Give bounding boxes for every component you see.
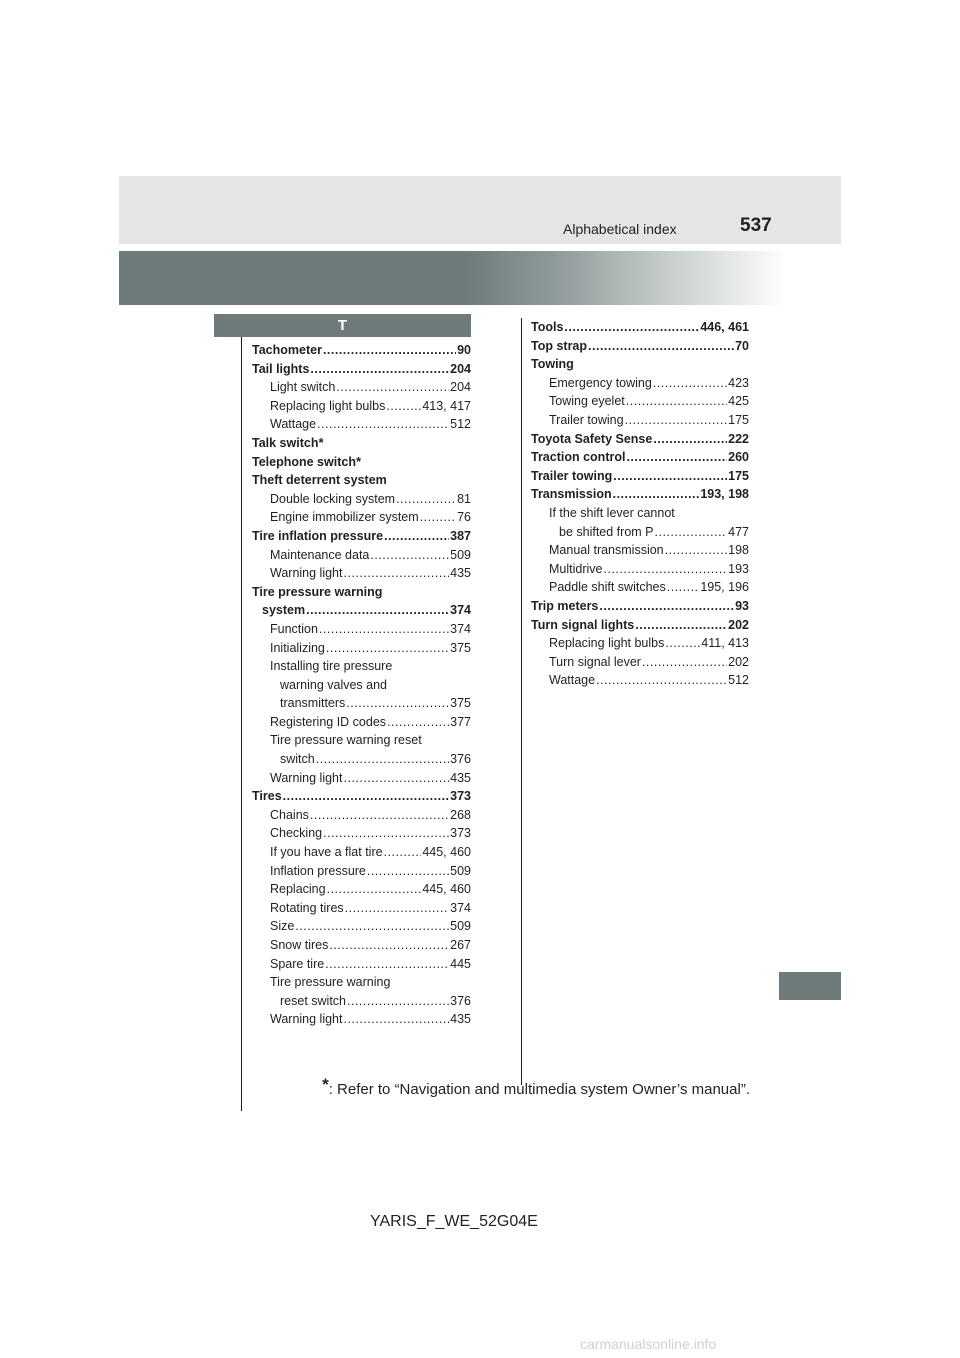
page-reference: 376: [450, 993, 471, 1008]
index-term: Wattage: [270, 417, 317, 432]
index-entry: [252, 508, 471, 527]
index-term: Toyota Safety Sense: [531, 431, 653, 446]
page-reference: 477: [728, 524, 749, 539]
index-term: Size: [270, 919, 295, 934]
dot-leader: [336, 378, 449, 397]
page-reference: 81: [457, 491, 471, 506]
dot-leader: [283, 787, 449, 806]
index-term: If the shift lever cannot: [549, 505, 675, 520]
dot-leader: [344, 769, 450, 788]
index-entry: [252, 750, 471, 769]
page-reference: 204: [450, 361, 471, 376]
index-entry: [252, 676, 471, 695]
chapter-thumb-tab: [779, 972, 841, 1000]
index-entry: [252, 899, 471, 918]
page-reference: 411, 413: [701, 636, 749, 651]
index-term: Engine immobilizer system: [270, 510, 419, 525]
dot-leader: [310, 806, 449, 825]
index-entry: [531, 392, 749, 411]
index-entry: [252, 955, 471, 974]
dot-leader: [329, 936, 449, 955]
index-entry: [252, 546, 471, 565]
dot-leader: [667, 578, 700, 597]
dot-leader: [604, 560, 728, 579]
dot-leader: [323, 824, 449, 843]
index-term: Maintenance data: [270, 547, 370, 562]
index-term: Top strap: [531, 338, 588, 353]
page-reference: 260: [728, 450, 749, 465]
index-term: Replacing: [270, 882, 326, 897]
dot-leader: [596, 671, 727, 690]
page-reference: 202: [728, 617, 749, 632]
dot-leader: [344, 564, 450, 583]
index-entry: [531, 560, 749, 579]
dot-leader: [653, 430, 727, 449]
index-term: Snow tires: [270, 938, 329, 952]
dot-leader: [599, 597, 734, 616]
index-term: Trip meters: [531, 598, 599, 613]
index-entry: [252, 936, 471, 955]
index-term: switch: [280, 752, 315, 767]
index-term: If you have a flat tire: [270, 845, 383, 860]
column-divider-left: [241, 337, 242, 1111]
index-entry: [531, 578, 749, 597]
index-term: Paddle shift switches: [549, 580, 666, 595]
index-term: reset switch: [280, 993, 346, 1008]
page-reference: 509: [450, 547, 471, 562]
page-reference: 175: [728, 468, 749, 483]
index-entry: [531, 318, 749, 337]
index-column-left: [252, 341, 471, 1029]
section-title: Alphabetical index: [563, 221, 677, 237]
index-entry: [252, 341, 471, 360]
index-term: Transmission: [531, 487, 612, 502]
watermark: carmanualsonline.info: [580, 1336, 717, 1352]
index-entry: [531, 523, 749, 542]
index-entry: [252, 490, 471, 509]
index-entry: [252, 657, 471, 676]
page-reference: 445, 460: [422, 882, 471, 897]
page-reference: 435: [450, 1012, 471, 1027]
index-entry: [252, 843, 471, 862]
index-term: Rotating tires: [270, 900, 344, 915]
page-reference: 375: [450, 696, 471, 711]
page-reference: 268: [450, 807, 471, 822]
page-reference: 175: [728, 412, 749, 427]
dot-leader: [316, 750, 449, 769]
index-term: Function: [270, 621, 318, 636]
page-reference: 425: [728, 394, 749, 409]
index-term: Tachometer: [252, 343, 322, 357]
dot-leader: [325, 955, 449, 974]
page-reference: 222: [728, 431, 749, 446]
index-term: Light switch: [270, 380, 336, 395]
index-entry: [252, 862, 471, 881]
dot-leader: [613, 485, 700, 504]
dot-leader: [635, 616, 727, 635]
page-reference: 373: [450, 789, 471, 804]
dot-leader: [344, 1010, 450, 1029]
index-term: Telephone switch: [252, 454, 356, 469]
page-reference: 512: [450, 417, 471, 432]
index-entry: [252, 973, 471, 992]
dot-leader: [626, 448, 727, 467]
index-column-right: [531, 318, 749, 690]
index-entry: [252, 583, 471, 602]
index-term: Manual transmission: [549, 543, 664, 558]
index-term: Checking: [270, 826, 323, 841]
page-reference: 374: [450, 621, 471, 636]
index-entry: [531, 597, 749, 616]
page-reference: 387: [450, 528, 471, 543]
page-reference: 195, 196: [700, 580, 749, 595]
index-entry: [252, 787, 471, 806]
dot-leader: [370, 546, 449, 565]
page-reference: 512: [728, 673, 749, 688]
dot-leader: [665, 541, 728, 560]
page-reference: 193: [728, 561, 749, 576]
dot-leader: [625, 411, 728, 430]
index-term: warning valves and: [280, 677, 388, 692]
index-term: Tools: [531, 320, 564, 334]
index-entry: [531, 634, 749, 653]
dot-leader: [346, 694, 449, 713]
index-entry: [252, 564, 471, 583]
index-entry: [252, 471, 471, 490]
index-term: Multidrive: [549, 561, 603, 576]
index-entry: [252, 601, 471, 620]
header-band: [119, 176, 841, 244]
page-reference: 377: [450, 714, 471, 729]
dot-leader: [384, 527, 449, 546]
index-term: Warning light: [270, 770, 343, 785]
index-entry: [531, 671, 749, 690]
index-term: Replacing light bulbs: [549, 636, 665, 651]
dot-leader: [310, 360, 449, 379]
page-reference: 446, 461: [700, 320, 749, 334]
index-term: be shifted from P: [559, 524, 654, 539]
index-term: Replacing light bulbs: [270, 398, 386, 413]
dot-leader: [345, 899, 449, 918]
index-term: Traction control: [531, 450, 626, 465]
dot-leader: [588, 337, 734, 356]
page-reference: 445, 460: [422, 845, 471, 860]
footnote-text: : Refer to “Navigation and multimedia system Owner’s manual”.: [328, 1081, 750, 1098]
index-term: Turn signal lights: [531, 617, 635, 632]
index-entry: [252, 378, 471, 397]
index-entry: [531, 653, 749, 672]
index-entry: [252, 731, 471, 750]
index-entry: [252, 880, 471, 899]
index-term: Theft deterrent system: [252, 473, 387, 488]
index-term: Tire pressure warning reset: [270, 733, 422, 748]
dot-leader: [323, 341, 456, 360]
page-reference: 93: [735, 598, 749, 613]
dot-leader: [420, 508, 456, 527]
dot-leader: [396, 490, 456, 509]
index-entry: [252, 415, 471, 434]
index-term: Tail lights: [252, 361, 310, 376]
index-term: Tire inflation pressure: [252, 528, 384, 543]
index-term: Registering ID codes: [270, 714, 387, 729]
index-term: Spare tire: [270, 956, 325, 971]
index-term: Trailer towing: [549, 412, 624, 427]
dot-leader: [564, 318, 699, 337]
index-entry: [531, 541, 749, 560]
index-entry: [252, 1010, 471, 1029]
index-term: Turn signal lever: [549, 654, 641, 669]
index-term: Double locking system: [270, 491, 396, 506]
index-term: Initializing: [270, 640, 325, 655]
index-term: Tire pressure warning: [252, 584, 383, 599]
index-entry: [252, 917, 471, 936]
dot-leader: [642, 653, 727, 672]
index-term: Chains: [270, 807, 309, 822]
page-reference: 373: [450, 826, 471, 841]
dot-leader: [319, 620, 449, 639]
index-term: Towing eyelet: [549, 394, 625, 409]
index-term: Talk switch: [252, 435, 319, 450]
page-reference: 70: [735, 338, 749, 353]
page-reference: 435: [450, 566, 471, 581]
dot-leader: [653, 374, 727, 393]
index-entry: [531, 355, 749, 374]
index-letter-tab: T: [214, 314, 471, 337]
index-term: Warning light: [270, 566, 343, 581]
dot-leader: [327, 880, 422, 899]
decorative-gradient-bar: [119, 251, 787, 305]
index-entry: [252, 769, 471, 788]
dot-leader: [655, 523, 728, 542]
page-reference: 90: [457, 343, 471, 357]
page-reference: 76: [457, 510, 471, 525]
index-entry: [252, 694, 471, 713]
dot-leader: [317, 415, 449, 434]
index-entry: [531, 616, 749, 635]
index-entry: [531, 504, 749, 523]
dot-leader: [384, 843, 422, 862]
index-entry: [252, 806, 471, 825]
page-reference: 375: [450, 640, 471, 655]
index-term: Tires: [252, 789, 282, 804]
dot-leader: [387, 713, 449, 732]
index-entry: [252, 639, 471, 658]
page-reference: 413, 417: [422, 398, 471, 413]
index-term: Wattage: [549, 673, 596, 688]
page-reference: 193, 198: [700, 487, 749, 502]
page-reference: 374: [450, 603, 471, 618]
index-entry: [252, 527, 471, 546]
dot-leader: [613, 467, 727, 486]
page-reference: 204: [450, 380, 471, 395]
index-entry: [252, 992, 471, 1011]
page-reference: 267: [450, 938, 471, 952]
index-term: Towing: [531, 357, 574, 372]
index-term: Tire pressure warning: [270, 975, 391, 990]
index-entry: [531, 411, 749, 430]
dot-leader: [295, 917, 449, 936]
dot-leader: [626, 392, 727, 411]
dot-leader: [326, 639, 449, 658]
dot-leader: [347, 992, 449, 1011]
page-reference: 435: [450, 770, 471, 785]
index-entry: Telephone switch *: [252, 453, 471, 472]
index-term: Installing tire pressure: [270, 659, 393, 674]
page-reference: 198: [728, 543, 749, 558]
index-term: Inflation pressure: [270, 863, 366, 878]
index-entry: [531, 430, 749, 449]
index-entry: [252, 360, 471, 379]
index-term: transmitters: [280, 696, 346, 711]
page-reference: 445: [450, 956, 471, 971]
index-entry: [252, 824, 471, 843]
page-reference: 374: [450, 900, 471, 915]
index-entry: [531, 485, 749, 504]
index-entry: [531, 467, 749, 486]
index-entry: [531, 374, 749, 393]
page-reference: 202: [728, 654, 749, 669]
index-entry: Talk switch *: [252, 434, 471, 453]
dot-leader: [665, 634, 700, 653]
index-entry: [531, 448, 749, 467]
footnote: [310, 1075, 750, 1098]
index-term: Trailer towing: [531, 468, 613, 483]
index-entry: [252, 713, 471, 732]
dot-leader: [367, 862, 449, 881]
index-entry: [252, 397, 471, 416]
page-reference: 509: [450, 919, 471, 934]
index-entry: [252, 620, 471, 639]
index-entry: [531, 337, 749, 356]
column-divider-middle: [521, 318, 522, 1085]
page-reference: 376: [450, 752, 471, 767]
index-term: Warning light: [270, 1012, 343, 1027]
page-number: 537: [740, 215, 772, 236]
footnote-star: *: [322, 1075, 329, 1094]
page-reference: 509: [450, 863, 471, 878]
page-reference: 423: [728, 375, 749, 390]
document-code: YARIS_F_WE_52G04E: [370, 1213, 538, 1230]
dot-leader: [386, 397, 421, 416]
index-term: Emergency towing: [549, 375, 652, 390]
index-term: system: [262, 603, 306, 618]
dot-leader: [306, 601, 449, 620]
